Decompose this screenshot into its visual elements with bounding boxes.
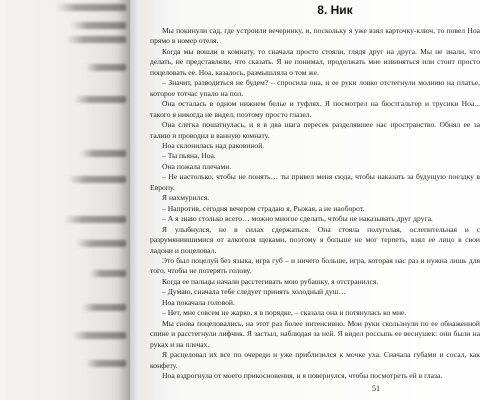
paragraph: – Напротив, сегодня вечером страдаю я, Рыжая, а не наоборот. xyxy=(162,203,365,213)
paragraph: Мы покинули сад, где устроили вечеринку, и, поскольку я уже взял карточку-ключ, то повел Ноа прямо в номер отеля. xyxy=(150,26,480,46)
paragraph: Ноа вздрогнула от моего прикосновения, и я повернулся, чтобы посмотреть ей в глаза. xyxy=(162,370,443,380)
paragraph: Она пожала плечами. xyxy=(162,161,232,171)
page-number: 51 xyxy=(372,384,380,393)
paragraph: Ноа покачала головой. xyxy=(162,297,235,307)
paragraph: – Значит, разводиться не будем? – спросила она, и ее руки ловко отстегнули молнию на платье, которое тотчас упало на пол. xyxy=(150,78,480,98)
paragraph: Ноа склонилась над раковиной. xyxy=(162,140,265,150)
paragraph: – Думаю, сначала тебе следует принять холодный душ… xyxy=(162,287,347,297)
paragraph: Она слегка пошатнулась, и я в два шага пересек разделявшее нас пространство. Обнял ее за талию и проводил в ванную комнату. xyxy=(150,120,480,140)
paragraph: – Не настолько, чтобы не понять… ты привел меня сюда, чтобы наказать за будущую поездку в Европу. xyxy=(150,172,480,192)
paragraph: Когда ее пальцы начали расстегивать мою рубашку, я отстранился. xyxy=(162,276,379,286)
blurred-text-line xyxy=(66,36,126,43)
paragraph: Это был поцелуй без языка, игра губ – и ничего больше, игра, которая нас раз и нужна лишь для того, чтобы не потерять голову. xyxy=(150,255,480,276)
paragraph: Я улыбнулся, не в силах сдержаться. Она стояла полуголая, ослепительная и с разрумянившимися от алкоголя щеками, поэтому я больше не мог терпеть, взял ее лицо в свои ладони и поцеловал. xyxy=(150,224,480,255)
blurred-text-line xyxy=(56,4,126,11)
paragraph: Она осталась в одном нижнем белье и туфлях. Я посмотрел на бюстгальтер и трусики Ноа... такого я никогда не видел, поэтому просто глазел. xyxy=(150,99,480,119)
paragraph: Я расцеловал их все по очереди и уже приблизился к мочке уха. Сначала губами и сосал, как конфету. xyxy=(150,350,480,370)
paragraph: Я нахмурился. xyxy=(162,193,210,203)
paragraph: – Нет, мне совсем не жарко, я в порядке, – сказала она и потянулась ко мне. xyxy=(162,308,407,318)
paragraph: – А я знаю столько всего… можно многое сделать, чтобы не наказывать друг друга. xyxy=(162,214,433,224)
paragraph: Мы снова поцеловались, на этот раз более интенсивно. Мои руки скользнули по ее обнаженной спине и расстегнули лифчик. Я застыл, наблюдая за ней. Я видел россыпь ее веснушек: они были на руках и на плечах. xyxy=(150,318,480,349)
page-body xyxy=(150,2,480,381)
left-facing-page xyxy=(0,0,130,400)
paragraph: – Ты пьяна, Ноа. xyxy=(162,151,216,161)
paragraph: Когда мы вошли в комнату, то сначала просто стояли, глядя друг на друга. Мы не знали, что делать, не представляли, что сказать. Я не понимал, продолжать мне извиняться или стоит просто поцеловать ее. Ноа, казалось, размышляла о том же. xyxy=(150,46,480,77)
chapter-title: 8. Ник xyxy=(317,3,353,17)
blurred-text-line xyxy=(64,216,126,223)
right-page xyxy=(140,0,500,400)
